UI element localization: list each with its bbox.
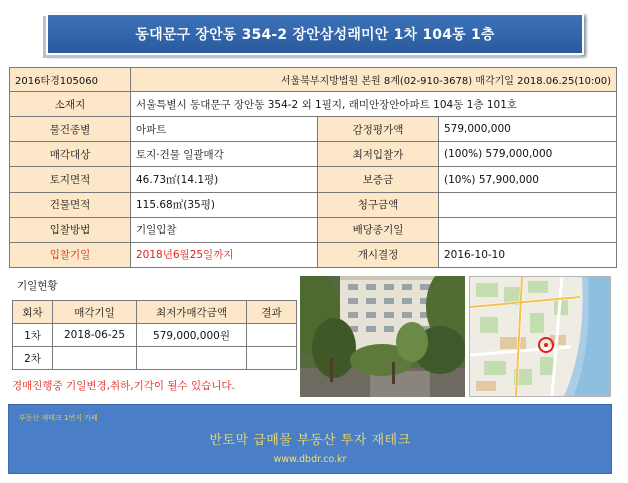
location-map (469, 276, 611, 397)
history-header-row (13, 301, 297, 324)
location-value: 서울특별시 동대문구 장안동 354-2 외 1필지, 래미안장안아파트 104동 1층 101호 (131, 92, 617, 117)
claim-value (439, 192, 617, 217)
deposit-label: 보증금 (318, 167, 439, 192)
dividend-label: 배당종기일 (318, 217, 439, 242)
land-area-label: 토지면적 (10, 167, 131, 192)
bid-method-value: 기일입찰 (131, 217, 318, 242)
date-cell (53, 347, 137, 370)
building-area-label: 건물면적 (10, 192, 131, 217)
result-cell (247, 347, 297, 370)
promo-headline: 반토막 급매물 부동산 투자 재테크 (209, 433, 411, 448)
location-row (10, 92, 617, 117)
case-header-row (10, 68, 617, 92)
promo-footer (8, 404, 612, 474)
target-value: 토지·건물 일괄매각 (131, 142, 318, 167)
table-row (13, 324, 297, 347)
commencement-value: 2016-10-10 (439, 242, 617, 267)
land-area-row (10, 167, 617, 192)
history-title: 기일현황 (17, 280, 58, 292)
bid-date-label: 입찰기일 (10, 242, 131, 267)
min-bid-label: 최저입찰가 (318, 142, 439, 167)
min-bid-value: (100%) 579,000,000 (439, 142, 617, 167)
deposit-value: (10%) 57,900,000 (439, 167, 617, 192)
round-cell: 1차 (13, 324, 53, 347)
location-label: 소재지 (10, 92, 131, 117)
commencement-label: 개시결정 (318, 242, 439, 267)
cafe-label: 부동산 재테크 1번지 카페 (19, 414, 98, 422)
website-link[interactable]: www.dbdr.co.kr (273, 454, 347, 465)
column-header: 회차 (13, 301, 53, 324)
appraisal-label: 감정평가액 (318, 117, 439, 142)
bid-date-value: 2018년6월25일까지 (131, 242, 318, 267)
column-header: 매각기일 (53, 301, 137, 324)
page-title: 동대문구 장안동 354-2 장안삼성래미안 1차 104동 1층 (46, 13, 584, 55)
case-number: 2016타경105060 (10, 68, 131, 92)
bid-method-label: 입찰방법 (10, 217, 131, 242)
court-info: 서울북부지방법원 본원 8계(02-910-3678) 매각기일 2018.06.25(10:00) (131, 68, 617, 92)
apartment-photo-image (300, 276, 465, 397)
column-header: 최저가매각금액 (137, 301, 247, 324)
bid-date-row (10, 242, 617, 267)
bid-method-row (10, 217, 617, 242)
property-info-table (9, 67, 617, 268)
location-map-image (470, 277, 610, 396)
building-area-row (10, 192, 617, 217)
building-area-value: 115.68㎡(35평) (131, 192, 318, 217)
apartment-photo (300, 276, 465, 397)
table-row (13, 347, 297, 370)
target-row (10, 142, 617, 167)
dividend-value (439, 217, 617, 242)
appraisal-value: 579,000,000 (439, 117, 617, 142)
price-cell (137, 347, 247, 370)
date-cell: 2018-06-25 (53, 324, 137, 347)
land-area-value: 46.73㎡(14.1평) (131, 167, 318, 192)
type-label: 물건종별 (10, 117, 131, 142)
type-value: 아파트 (131, 117, 318, 142)
auction-history-table (12, 300, 297, 370)
claim-label: 청구금액 (318, 192, 439, 217)
target-label: 매각대상 (10, 142, 131, 167)
round-cell: 2차 (13, 347, 53, 370)
price-cell: 579,000,000원 (137, 324, 247, 347)
result-cell (247, 324, 297, 347)
column-header: 결과 (247, 301, 297, 324)
type-row (10, 117, 617, 142)
auction-notice: 경매진행중 기일변경,취하,기각이 될수 있습니다. (12, 380, 235, 392)
